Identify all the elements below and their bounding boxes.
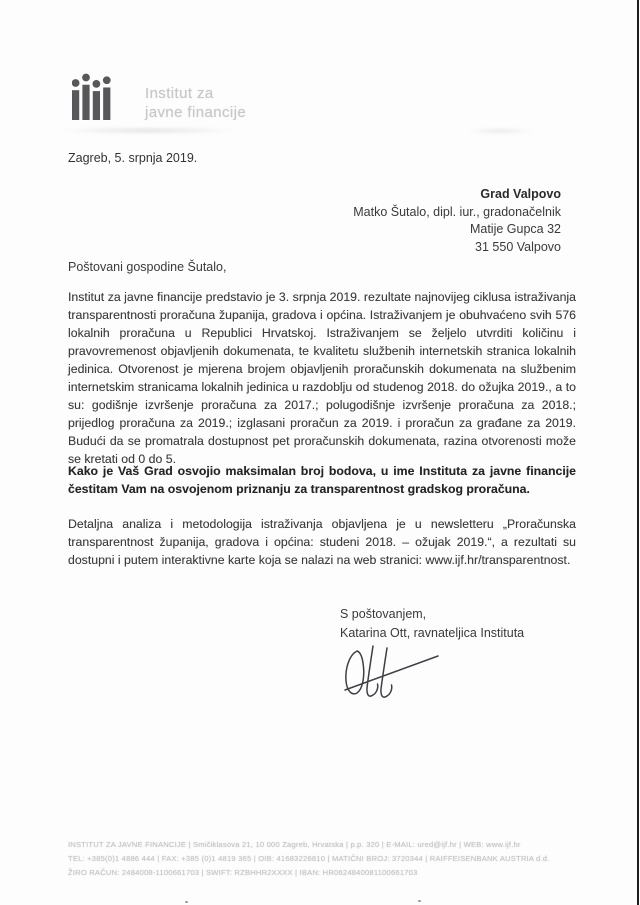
recipient-person: Matko Šutalo, dipl. iur., gradonačelnik (353, 204, 561, 219)
recipient-block (353, 186, 561, 256)
paragraph-methodology-link: Detaljna analiza i metodologija istraživanja objavljena je u newsletteru „Proračunska transparentnost županija, gradova i općina: studeni 2018. – ožujak 2019.“, a rezultati su dostupni i putem interaktivne karte koja se nalazi na web stranici: www.ijf.hr/transparentnost. (68, 517, 576, 567)
closing-block (340, 605, 524, 642)
scan-edge-artifact (637, 0, 639, 905)
org-name-line2: javne financije (145, 104, 247, 121)
paragraph-research-results: Institut za javne financije predstavio je 3. srpnja 2019. rezultate najnovijeg ciklusa istraživanja transparentnosti proračuna županija, gradova i općina. Istraživanjem je obuhvaćeno svih 576 lokalnih proračuna u Republici Hrvatskoj. Istraživanjem se željelo utvrditi količinu i pravovremenost objavljenih dokumenata, te kvalitetu službenih internetskih stranica lokalnih jedinica. Otvorenost je mjerena brojem objavljenih proračunskih dokumenata na službenim internetskim stranicama lokalnih jedinica u razdoblju od studenog 2018. do ožujka 2019., a to su: godišnje izvršenje proračuna za 2017.; polugodišnje izvršenje proračuna za 2018.; prijedlog proračuna za 2019.; izglasani proračun za 2019. i proračun za građane za 2019. Budući da se promatrala dostupnost pet proračunskih dokumenata, razina otvorenosti može se kretati od 0 do 5. (68, 290, 576, 466)
recipient-city: Grad Valpovo (480, 187, 561, 201)
scan-speck (185, 901, 188, 903)
closing-regards: S poštovanjem, (340, 607, 427, 621)
ijf-logo-icon (72, 73, 114, 120)
salutation: Poštovani gospodine Šutalo, (68, 260, 227, 274)
scan-speck (418, 900, 421, 902)
recipient-postal: 31 550 Valpovo (475, 239, 561, 254)
date-line: Zagreb, 5. srpnja 2019. (68, 151, 198, 165)
letter-footer (68, 838, 588, 880)
scan-smudge (56, 127, 241, 134)
org-name-line1: Institut za (145, 85, 214, 102)
scan-smudge (465, 128, 535, 134)
footer-address-line: INSTITUT ZA JAVNE FINANCIJE | Smičiklasova 21, 10 000 Zagreb, Hrvatska | p.p. 320 | E-MAIL: ured@ijf.hr | WEB: www.ijf.hr (68, 840, 521, 849)
recipient-street: Matije Gupca 32 (469, 222, 561, 236)
footer-contact-line: TEL: +385(0)1 4886 444 | FAX: +385 (0)1 4819 365 | OIB: 41683226810 | MATIČNI BROJ: 3720344 | RAIFFEISENBANK AUSTRIA d.d. (68, 854, 550, 863)
org-name (145, 84, 246, 122)
handwritten-signature (343, 645, 447, 705)
paragraph-congratulations: Kako je Vaš Grad osvojio maksimalan broj bodova, u ime Instituta za javne financije čestitam Vam na osvojenom priznanju za transparentnost gradskog proračuna. (68, 464, 576, 496)
footer-bank-line: ŽIRO RAČUN: 2484008-1100661703 | SWIFT: RZBHHR2XXXX | IBAN: HR0624840081100661703 (68, 868, 418, 877)
closing-signer: Katarina Ott, ravnateljica Instituta (340, 625, 525, 640)
